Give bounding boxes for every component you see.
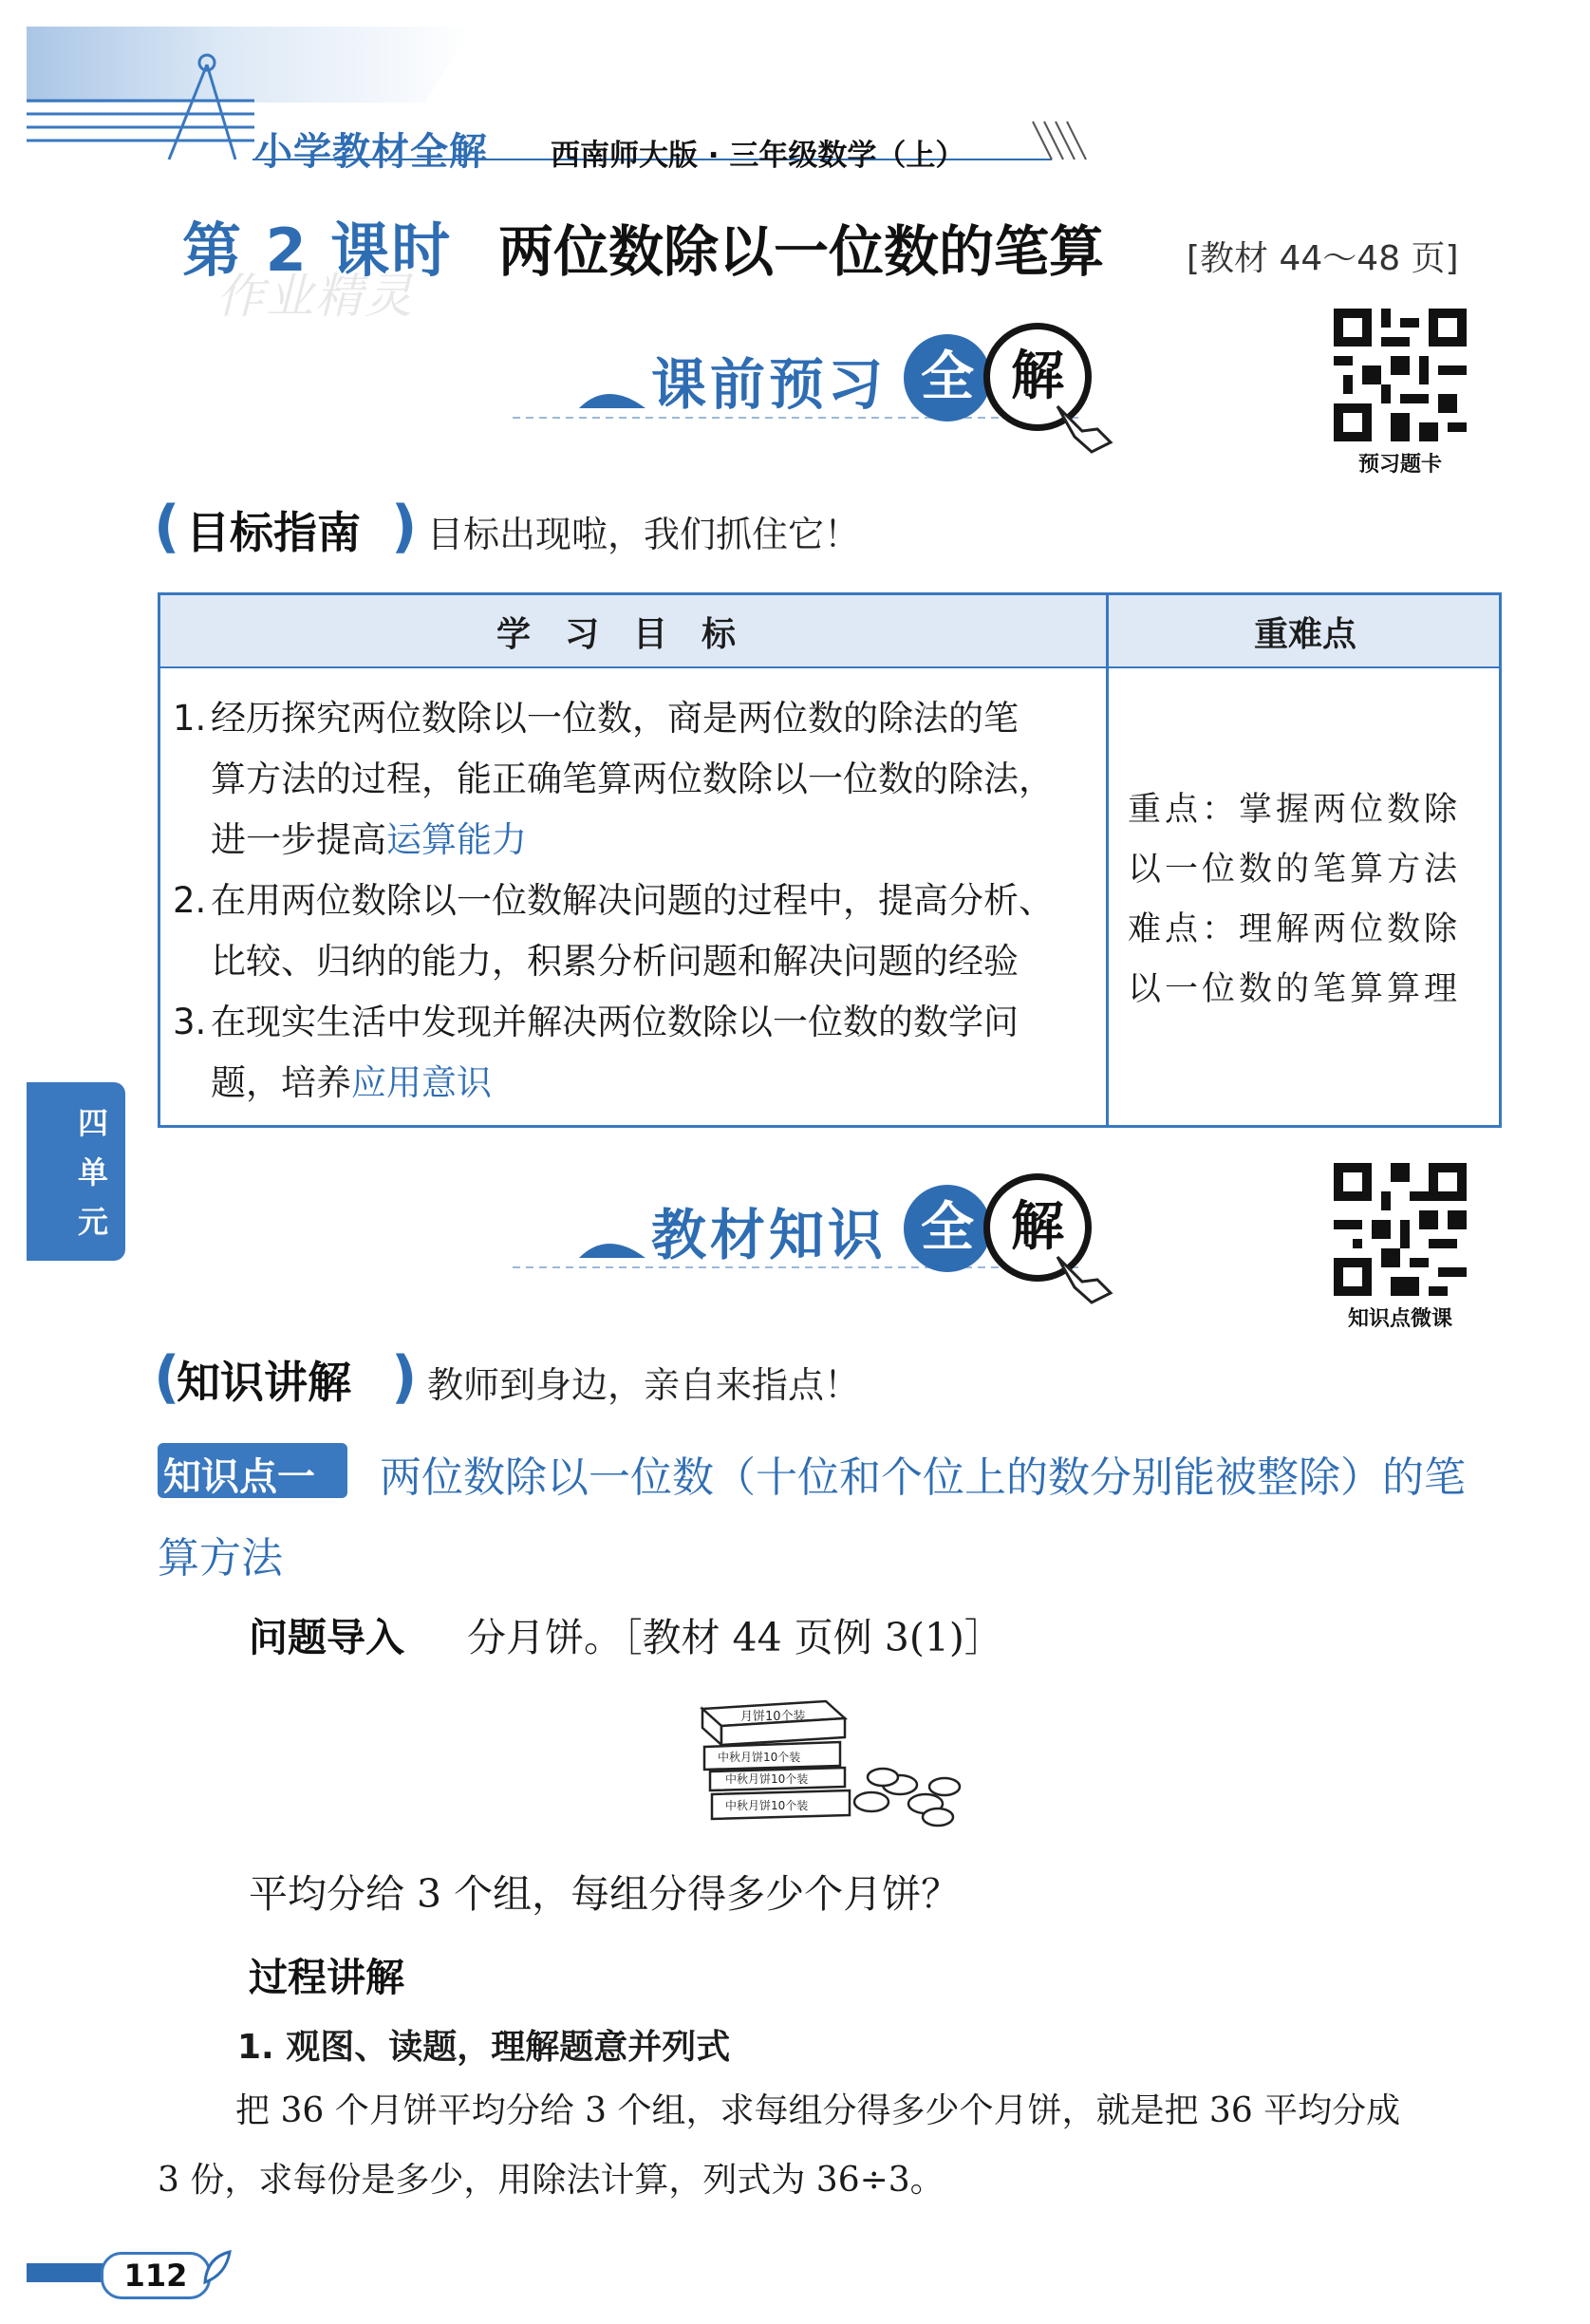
qr-code-knowledge-icon (1334, 1163, 1467, 1296)
problem-intro-label: 问题导入 (249, 1615, 404, 1660)
objective-line: 经历探究两位数除以一位数，商是两位数的除法的笔 (211, 698, 1019, 739)
table-column-divider (1106, 595, 1109, 1125)
key-point-line: 以一位数的笔算算理 (1128, 970, 1462, 1008)
key-point-line: 重点：掌握两位数除 (1128, 791, 1462, 829)
edition-label: 西南师大版 · 三年级数学（上） (551, 139, 965, 173)
box-label: 中秋月饼10个装 (718, 1751, 801, 1764)
objective-line: 算方法的过程，能正确笔算两位数除以一位数的除法， (211, 759, 1054, 799)
objective-line: 在现实生活中发现并解决两位数除以一位数的数学问 (211, 1002, 1019, 1042)
lesson-title: 两位数除以一位数的笔算 (498, 219, 1105, 284)
objective-line: 进一步提高 (211, 819, 386, 860)
highlight-term: 应用意识 (351, 1062, 492, 1103)
guide-heading-bracket: ( (154, 494, 180, 560)
objective-line: 题，培养 (211, 1062, 351, 1103)
problem-question: 平均分给 3 个组，每组分得多少个月饼？ (249, 1871, 961, 1917)
objective-2 (173, 871, 1054, 992)
key-points-cell (1128, 780, 1488, 1020)
goal-guide-heading: 目标指南 (186, 507, 361, 558)
section-preview-badge-jie: 解 (983, 323, 1092, 431)
section-preview-title: 课前预习 (651, 352, 888, 417)
explain-heading-bracket-close: ) (391, 1344, 418, 1411)
objective-3 (173, 992, 1019, 1114)
table-header-key-points: 重难点 (1253, 615, 1356, 654)
knowledge-point-label: 知识点一 (163, 1455, 315, 1499)
process-step1-line2: 3 份，求每份是多少，用除法计算，列式为 36÷3。 (158, 2161, 945, 2200)
qr-code-preview-icon (1334, 309, 1467, 441)
section-preview-badge-quan: 全 (904, 334, 991, 422)
table-header-objectives: 学习目标 (496, 615, 770, 654)
objective-1 (173, 688, 1054, 871)
leaf-icon (201, 2248, 234, 2286)
guide-heading-bracket-close: ) (391, 494, 418, 560)
objective-number: 1. (173, 698, 207, 739)
objective-line: 比较、归纳的能力，积累分析问题和解决问题的经验 (211, 941, 1019, 982)
qr-caption-preview: 预习题卡 (1357, 453, 1442, 477)
page-number: 112 (101, 2252, 211, 2299)
process-heading: 过程讲解 (249, 1955, 404, 2000)
key-point-line: 以一位数的笔算方法 (1128, 851, 1462, 889)
unit-tab-char: 元 (77, 1204, 108, 1240)
unit-tab-char: 四 (77, 1105, 108, 1141)
textbook-reference: [教材 44～48 页] (1187, 239, 1459, 278)
highlight-term: 运算能力 (386, 819, 527, 860)
objective-number: 3. (173, 1002, 207, 1042)
process-step1-line1: 把 36 个月饼平均分给 3 个组，求每组分得多少个月饼，就是把 36 平均分成 (235, 2091, 1401, 2130)
knowledge-point-title-cont: 算方法 (158, 1534, 283, 1583)
goal-guide-subtitle: 目标出现啦，我们抓住它！ (427, 514, 861, 555)
mooncake-boxes-illustration (683, 1690, 968, 1832)
key-point-line: 难点：理解两位数除 (1128, 910, 1462, 948)
watermark: 作业精灵 (216, 269, 414, 324)
objective-number: 2. (173, 880, 207, 921)
knowledge-point-title: 两位数除以一位数（十位和个位上的数分别能被整除）的笔 (380, 1453, 1466, 1502)
magnifier-hand-icon (1054, 399, 1120, 456)
problem-intro-text: 分月饼。［教材 44 页例 3(1)］ (467, 1615, 1003, 1660)
section-knowledge-badge-quan: 全 (904, 1185, 991, 1272)
section-knowledge-badge-jie: 解 (983, 1173, 1092, 1282)
magnifier-hand-icon (1054, 1249, 1120, 1306)
lesson-number: 第 2 课时 (182, 216, 453, 285)
box-label: 中秋月饼10个装 (725, 1772, 809, 1786)
box-label: 中秋月饼10个装 (725, 1799, 809, 1812)
knowledge-explain-subtitle: 教师到身边，亲自来指点！ (427, 1364, 861, 1406)
section-knowledge-title: 教材知识 (651, 1203, 888, 1267)
knowledge-explain-heading: 知识讲解 (177, 1357, 351, 1408)
footer-accent-bar (27, 2263, 112, 2282)
objective-line: 在用两位数除以一位数解决问题的过程中，提高分析、 (211, 880, 1054, 921)
unit-tab-char: 单 (77, 1154, 108, 1190)
series-title: 小学教材全解 (254, 130, 488, 174)
process-step1-title: 1. 观图、读题，理解题意并列式 (237, 2028, 731, 2067)
qr-caption-knowledge: 知识点微课 (1347, 1307, 1452, 1331)
box-label: 月饼10个装 (740, 1710, 806, 1724)
explain-heading-bracket: ( (154, 1344, 180, 1411)
